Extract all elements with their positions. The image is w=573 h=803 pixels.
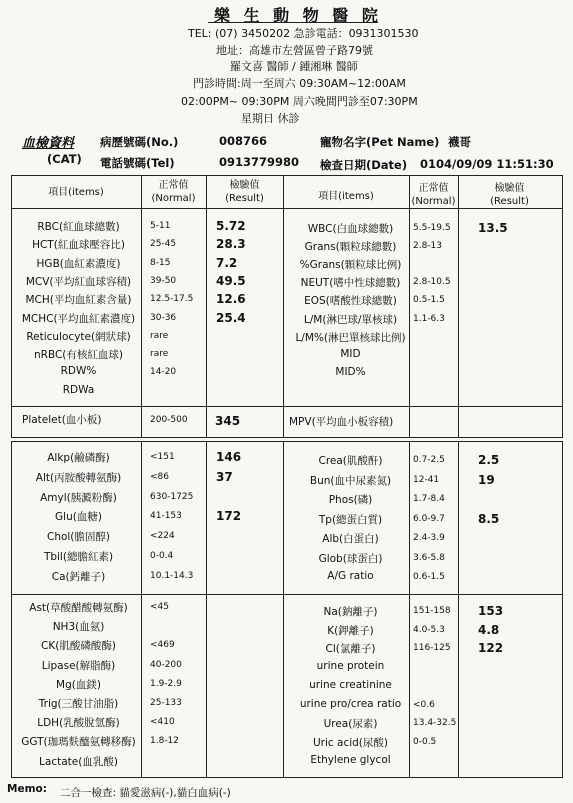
row-normal: 0.7-2.5 (413, 455, 445, 465)
row-label: %Grans(顆粒球比例) (299, 259, 402, 272)
row-label: RDW% (60, 365, 97, 378)
row-label: Cl(氯離子) (325, 643, 376, 656)
row-label: Crea(肌酸酐) (318, 455, 383, 467)
row-label: urine pro/crea ratio (299, 697, 402, 710)
row-label: CK(肌酸磷酸酶) (41, 640, 116, 653)
row-normal: 2.4-3.9 (413, 533, 445, 543)
row-label: HCT(紅血球壓容比) (32, 239, 125, 252)
row-normal: 39-50 (150, 275, 177, 286)
record-no: 008766 (219, 134, 268, 148)
row-label: Tp(總蛋白質) (318, 513, 383, 526)
row-result: 8.5 (478, 511, 500, 526)
record-label: 病歷號碼(No.) (100, 135, 179, 149)
row-result: 13.5 (478, 221, 508, 235)
row-label: MID% (335, 365, 366, 378)
row-normal: 12.5-17.5 (150, 294, 194, 305)
tel-value: 0913779980 (219, 155, 300, 169)
row-label: A/G ratio (327, 570, 374, 582)
row-normal: 41-153 (150, 511, 182, 522)
row-normal: 13.4-32.5 (413, 718, 457, 729)
row-result: 153 (478, 604, 504, 618)
species: (CAT) (47, 152, 82, 166)
row-normal: 10.1-14.3 (150, 570, 194, 581)
row-label: Reticulocyte(網狀球) (26, 330, 131, 343)
clinic-hours-1: 門診時間:周一至周六 09:30AM~12:00AM (193, 77, 406, 90)
row-label: Phos(磷) (328, 494, 373, 506)
row-normal: rare (150, 349, 169, 360)
row-label: Lipase(解脂酶) (41, 659, 116, 672)
row-normal: 14-20 (150, 367, 177, 378)
row-label: L/M%(淋巴單核球比例) (295, 331, 406, 344)
row-label: Alb(白蛋白) (322, 533, 379, 545)
row-normal: 8-15 (150, 257, 171, 268)
row-result: 172 (216, 509, 242, 524)
row-normal: 30-36 (150, 312, 177, 323)
row-normal: <45 (150, 602, 169, 612)
row-normal: 1.7-8.4 (413, 494, 445, 504)
clinic-doctors: 羅文喜 醫師 / 鍾湘琳 醫師 (230, 60, 358, 73)
row-normal: 0.6-1.5 (413, 572, 445, 582)
row-label: Uric acid(尿酸) (312, 736, 388, 749)
row-label: nRBC(有核紅血球) (34, 349, 123, 362)
row-normal: 5.5-19.5 (413, 223, 451, 233)
col-header-result: 檢驗值 (Result) (490, 183, 529, 207)
row-normal: 1.8-12 (150, 736, 180, 747)
row-normal: 5-11 (150, 221, 171, 231)
row-result: 49.5 (216, 273, 246, 288)
row-label: Na(鈉離子) (323, 606, 378, 618)
platelet-result: 345 (215, 414, 241, 428)
row-label: Alkp(鹼磷酶) (47, 452, 110, 464)
row-normal: 116-125 (413, 643, 451, 654)
date-label: 檢查日期(Date) (320, 158, 408, 172)
col-divider (206, 441, 207, 778)
row-result: 28.3 (216, 237, 246, 252)
row-label: GGT(珈瑪麩醯氨轉移酶) (21, 736, 136, 749)
row-normal: 2.8-13 (413, 241, 443, 252)
date-value: 0104/09/09 11:51:30 (420, 157, 554, 171)
row-normal: 0.5-1.5 (413, 295, 445, 306)
row-label: MCH(平均血紅素含量) (25, 294, 132, 307)
row-normal: <86 (150, 471, 169, 482)
tel-label: 電話號碼(Tel) (100, 156, 175, 170)
col-divider (283, 441, 284, 778)
row-normal: 40-200 (150, 659, 182, 670)
row-label: Trig(三酸甘油脂) (38, 698, 119, 710)
row-label: Mg(血鎂) (56, 678, 101, 691)
row-label: urine protein (316, 660, 385, 673)
col-divider (206, 175, 207, 438)
col-divider (458, 175, 459, 438)
row-normal: <151 (150, 452, 175, 462)
row-normal: 151-158 (413, 606, 451, 616)
row-normal: 25-45 (150, 239, 177, 250)
row-normal: <410 (150, 717, 175, 728)
row-result: 19 (478, 472, 495, 487)
clinic-closed: 星期日 休診 (241, 112, 300, 125)
row-label: NEUT(嗜中性球總數) (300, 277, 401, 290)
row-label: NH3(血氨) (52, 621, 105, 634)
row-label: MCHC(平均血紅素濃度) (21, 312, 136, 325)
memo-text: 二合一檢查: 貓愛滋病(-),貓白血病(-) (60, 787, 231, 799)
row-label: urine creatinine (309, 678, 392, 691)
row-label: RBC(紅血球總數) (37, 221, 120, 233)
row-label: Amyl(胰澱粉酶) (40, 491, 117, 504)
cbc-header-divider (11, 208, 563, 209)
row-result: 12.6 (216, 292, 246, 307)
row-normal: 6.0-9.7 (413, 513, 445, 524)
row-normal: 1.1-6.3 (413, 313, 445, 324)
row-label: MCV(平均紅血球容積) (25, 275, 132, 288)
row-result: 4.8 (478, 622, 500, 637)
row-normal: rare (150, 330, 169, 341)
clinic-hours-2: 02:00PM~ 09:30PM 周六晚間門診至07:30PM (181, 95, 418, 108)
row-normal: <469 (150, 640, 175, 651)
row-normal: 12-41 (413, 474, 440, 485)
col-header-normal: 正常值 (Normal) (151, 180, 196, 204)
platelet-label: Platelet(血小板) (22, 414, 102, 426)
row-label: MID (340, 347, 361, 360)
col-divider (283, 175, 284, 438)
memo-label: Memo: (7, 783, 47, 795)
row-normal: 0-0.5 (413, 736, 437, 747)
row-label: Tbil(總膽紅素) (43, 551, 114, 563)
row-label: WBC(白血球總數) (307, 223, 394, 235)
row-normal: 2.8-10.5 (413, 277, 451, 288)
row-result: 25.4 (216, 310, 246, 325)
row-label: Bun(血中尿素氮) (309, 474, 392, 487)
col-header-item: 項目(items) (318, 191, 374, 202)
row-label: Ca(鈣離子) (51, 570, 106, 583)
col-divider (409, 441, 410, 778)
row-result: 122 (478, 641, 504, 656)
row-label: Ethylene glycol (310, 753, 391, 766)
row-label: Glob(球蛋白) (318, 552, 383, 565)
row-normal: 3.6-5.8 (413, 552, 445, 563)
row-normal: 25-133 (150, 698, 182, 708)
row-label: Grans(顆粒球總數) (304, 241, 397, 254)
col-divider (141, 175, 142, 438)
row-result: 146 (216, 450, 242, 464)
row-label: Alt(丙胺酸轉氨酶) (35, 471, 122, 484)
row-label: Chol(膽固醇) (46, 531, 111, 544)
row-normal: 630-1725 (150, 491, 194, 502)
row-normal: 0-0.4 (150, 551, 174, 561)
col-divider (141, 441, 142, 778)
row-normal: 1.9-2.9 (150, 678, 182, 689)
row-label: L/M(淋巴球/單核球) (303, 313, 398, 326)
row-label: Lactate(血乳酸) (39, 755, 118, 768)
row-result: 2.5 (478, 453, 500, 467)
row-result: 5.72 (216, 219, 246, 233)
row-normal: <0.6 (413, 699, 435, 710)
row-label: LDH(乳酸脫氫酶) (37, 717, 120, 730)
row-label: Ast(草酸醋酸轉氨酶) (29, 602, 128, 614)
clinic-name: 樂 生 動 物 醫 院 (214, 6, 382, 25)
mpv-label: MPV(平均血小板容積) (289, 416, 394, 428)
title-underline (208, 22, 378, 23)
report-title: 血檢資料 (22, 136, 75, 151)
col-header-item: 項目(items) (48, 187, 104, 198)
col-header-normal: 正常值 (Normal) (411, 183, 456, 207)
row-result: 7.2 (216, 255, 238, 270)
clinic-phone: TEL: (07) 3450202 急診電話：0931301530 (188, 27, 419, 40)
row-label: Glu(血糖) (55, 511, 102, 524)
col-header-result: 檢驗值 (Result) (225, 180, 264, 204)
chemistry-divider (11, 594, 563, 595)
row-result: 37 (216, 469, 233, 484)
col-divider (409, 175, 410, 438)
row-normal: 4.0-5.3 (413, 624, 445, 635)
clinic-address: 地址：高雄市左營區曾子路79號 (216, 44, 373, 57)
row-label: K(鉀離子) (327, 624, 374, 637)
col-divider (458, 441, 459, 778)
row-normal: <224 (150, 531, 175, 542)
row-label: Urea(尿素) (323, 718, 378, 731)
row-label: RDWa (62, 383, 95, 396)
row-label: EOS(嗜酸性球總數) (304, 295, 397, 308)
platelet-normal: 200-500 (150, 415, 188, 425)
pet-label: 寵物名字(Pet Name) (320, 135, 440, 149)
pet-name: 襪哥 (448, 135, 471, 149)
cbc-platelet-divider (11, 406, 563, 407)
row-label: HGB(血紅素濃度) (36, 257, 121, 270)
